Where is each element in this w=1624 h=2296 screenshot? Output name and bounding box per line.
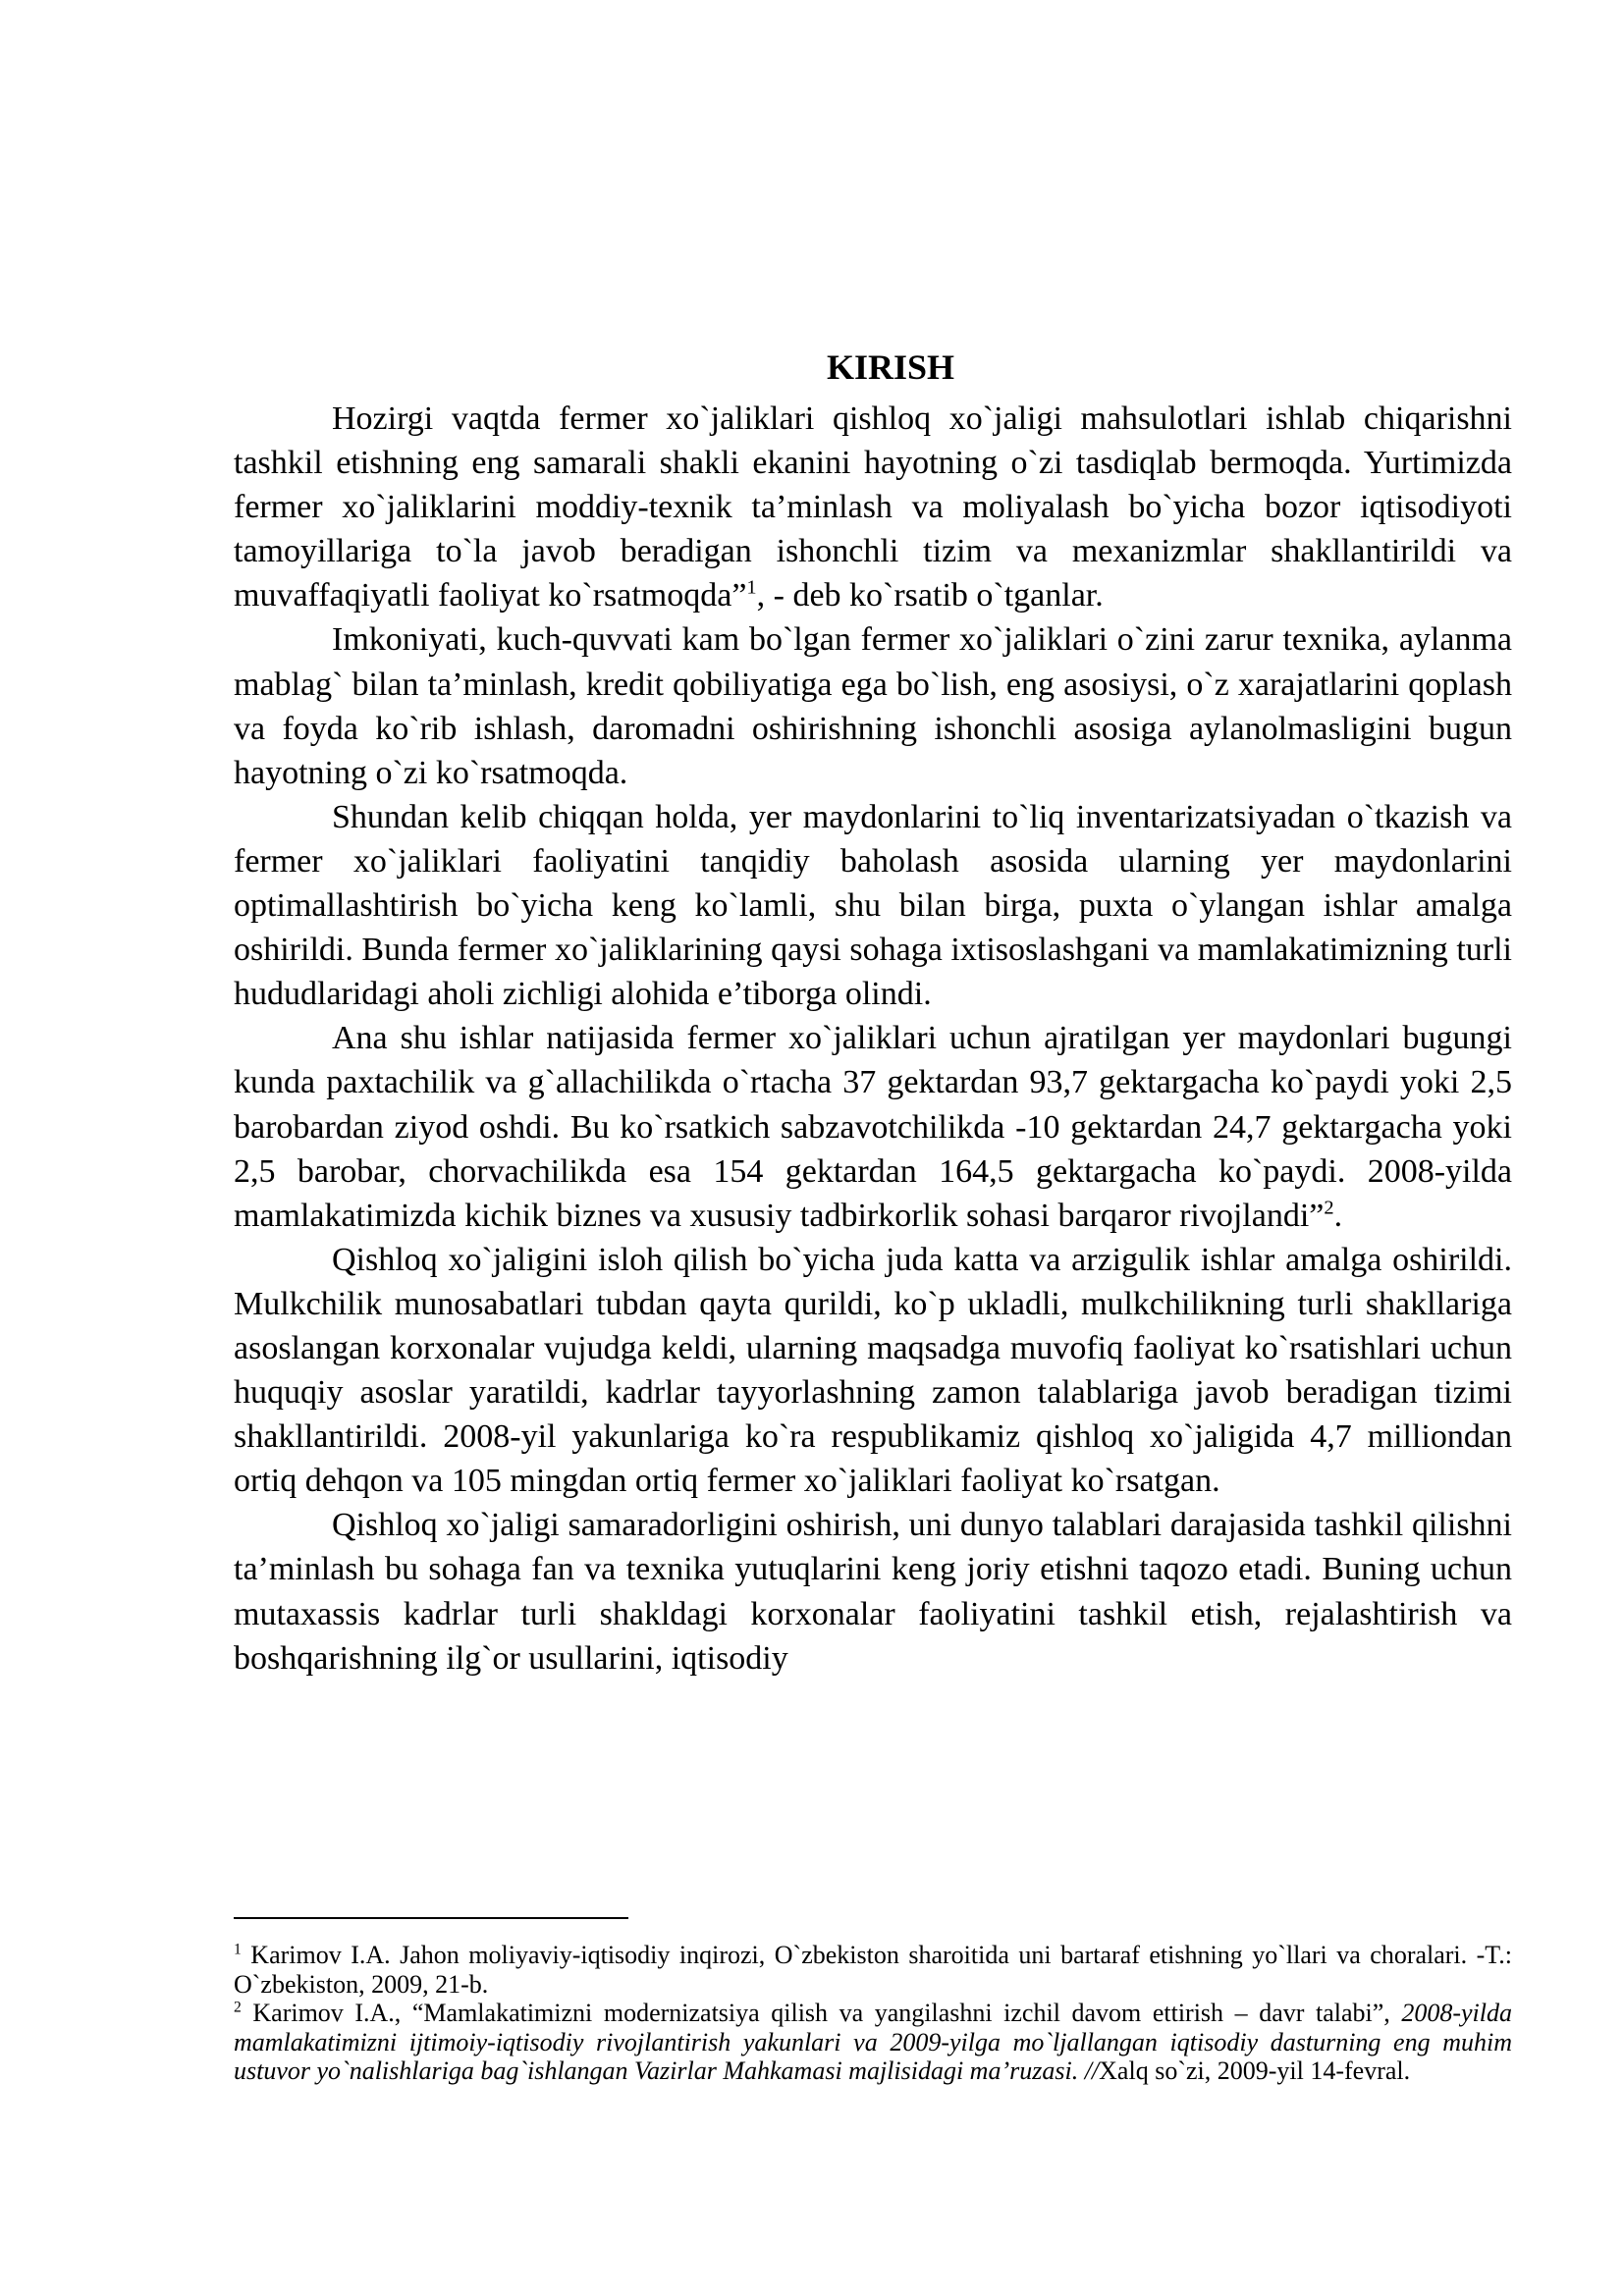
paragraph-2	[234, 617, 1512, 794]
paragraph-tail: .	[1333, 1197, 1343, 1234]
paragraph-5	[234, 1238, 1512, 1504]
footnote-ref-1[interactable]: 1	[746, 577, 757, 600]
footnotes-section	[234, 1917, 1512, 2086]
paragraph-text: Hozirgi vaqtda fermer xo`jaliklari qishloq xo`jaligi mahsulotlari ishlab chiqarishni tashkil etishning eng samarali shakli ekanini hayotning o`zi tasdiqlab bermoqda. Yurtimizda fermer xo`jaliklarini moddiy-texnik ta’minlash va moliyalash bo`yicha bozor iqtisodiyoti tamoyillariga to`la javob beradigan ishonchli tizim va mexanizmlar shakllantirildi va muvaffaqiyatli faoliyat ko`rsatmoqda”	[234, 400, 1512, 614]
paragraph-3	[234, 795, 1512, 1016]
footnote-marker: 2	[234, 1999, 242, 2016]
paragraph-text: Qishloq xo`jaligi samaradorligini oshirish, uni dunyo talablari darajasida tashkil qilishni ta’minlash bu sohaga fan va texnika yutuqlarini keng joriy etishni taqozo etadi. Buning uchun mutaxassis kadrlar turli shakldagi korxonalar faoliyatini tashkil etish, rejalashtirish va boshqarishning ilg`or usullarini, iqtisodiy	[234, 1507, 1512, 1677]
footnote-1	[234, 1941, 1512, 1999]
footnote-2	[234, 1999, 1512, 2086]
footnote-text: Karimov I.A., “Mamlakatimizni modernizatsiya qilish va yangilashni izchil davom ettirish – davr talabi”,	[241, 1999, 1402, 2027]
footnote-text: Karimov I.A. Jahon moliyaviy-iqtisodiy inqirozi, O`zbekiston sharoitida uni bartaraf etishning yo`llari va choralari. -T.: O`zbekiston, 2009, 21-b.	[234, 1941, 1512, 1999]
paragraph-4	[234, 1016, 1512, 1237]
document-body	[234, 338, 1512, 1681]
page-title: KIRISH	[826, 347, 955, 387]
footnote-source: Xalq so`zi, 2009-yil 14-fevral.	[1099, 2056, 1411, 2085]
footnote-separator	[234, 1917, 628, 1919]
paragraph-1	[234, 397, 1512, 617]
paragraph-text: Ana shu ishlar natijasida fermer xo`jaliklari uchun ajratilgan yer maydonlari bugungi kunda paxtachilik va g`allachilikda o`rtacha 37 gektardan 93,7 gektargacha ko`paydi yoki 2,5 barobardan ziyod oshdi. Bu ko`rsatkich sabzavotchilikda -10 gektardan 24,7 gektargacha yoki 2,5 barobar, chorvachilikda esa 154 gektardan 164,5 gektargacha ko`paydi. 2008-yilda mamlakatimizda kichik biznes va xususiy tadbirkorlik sohasi barqaror rivojlandi”	[234, 1020, 1512, 1234]
footnote-marker: 1	[234, 1941, 242, 1958]
footnote-italic-text: 2008-yilda mamlakatimizni ijtimoiy-iqtisodiy rivojlantirish yakunlari va 2009-yilga mo`ljallangan iqtisodiy dasturning eng muhim ustuvor yo`nalishlariga bag`ishlangan Vazirlar Mahkamasi majlisidagi ma’ruzasi. //	[234, 1999, 1512, 2085]
paragraph-text: Shundan kelib chiqqan holda, yer maydonlarini to`liq inventarizatsiyadan o`tkazish va fermer xo`jaliklari faoliyatini tanqidiy baholash asosida ularning yer maydonlarini optimallashtirish bo`yicha keng ko`lamli, shu bilan birga, puxta o`ylangan ishlar amalga oshirildi. Bunda fermer xo`jaliklarining qaysi sohaga ixtisoslashgani va mamlakatimizning turli hududlaridagi aholi zichligi alohida e’tiborga olindi.	[234, 798, 1512, 1013]
paragraph-6	[234, 1503, 1512, 1680]
paragraph-text: Imkoniyati, kuch-quvvati kam bo`lgan fermer xo`jaliklari o`zini zarur texnika, aylanma mablag` bilan ta’minlash, kredit qobiliyatiga ega bo`lish, eng asosiysi, o`z xarajatlarini qoplash va foyda ko`rib ishlash, daromadni oshirishning ishonchli asosiga aylanolmasligini bugun hayotning o`zi ko`rsatmoqda.	[234, 621, 1512, 791]
paragraph-tail: , - deb ko`rsatib o`tganlar.	[756, 577, 1104, 614]
footnote-ref-2[interactable]: 2	[1324, 1197, 1334, 1219]
paragraph-text: Qishloq xo`jaligini isloh qilish bo`yicha juda katta va arzigulik ishlar amalga oshirildi. Mulkchilik munosabatlari tubdan qayta qurildi, ko`p ukladli, mulkchilikning turli shakllariga asoslangan korxonalar vujudga keldi, ularning maqsadga muvofiq faoliyat ko`rsatishlari uchun huquqiy asoslar yaratildi, kadrlar tayyorlashning zamon talablariga javob beradigan tizimi shakllantirildi. 2008-yil yakunlariga ko`ra respublikamiz qishloq xo`jaligida 4,7 milliondan ortiq dehqon va 105 mingdan ortiq fermer xo`jaliklari faoliyat ko`rsatgan.	[234, 1241, 1512, 1500]
